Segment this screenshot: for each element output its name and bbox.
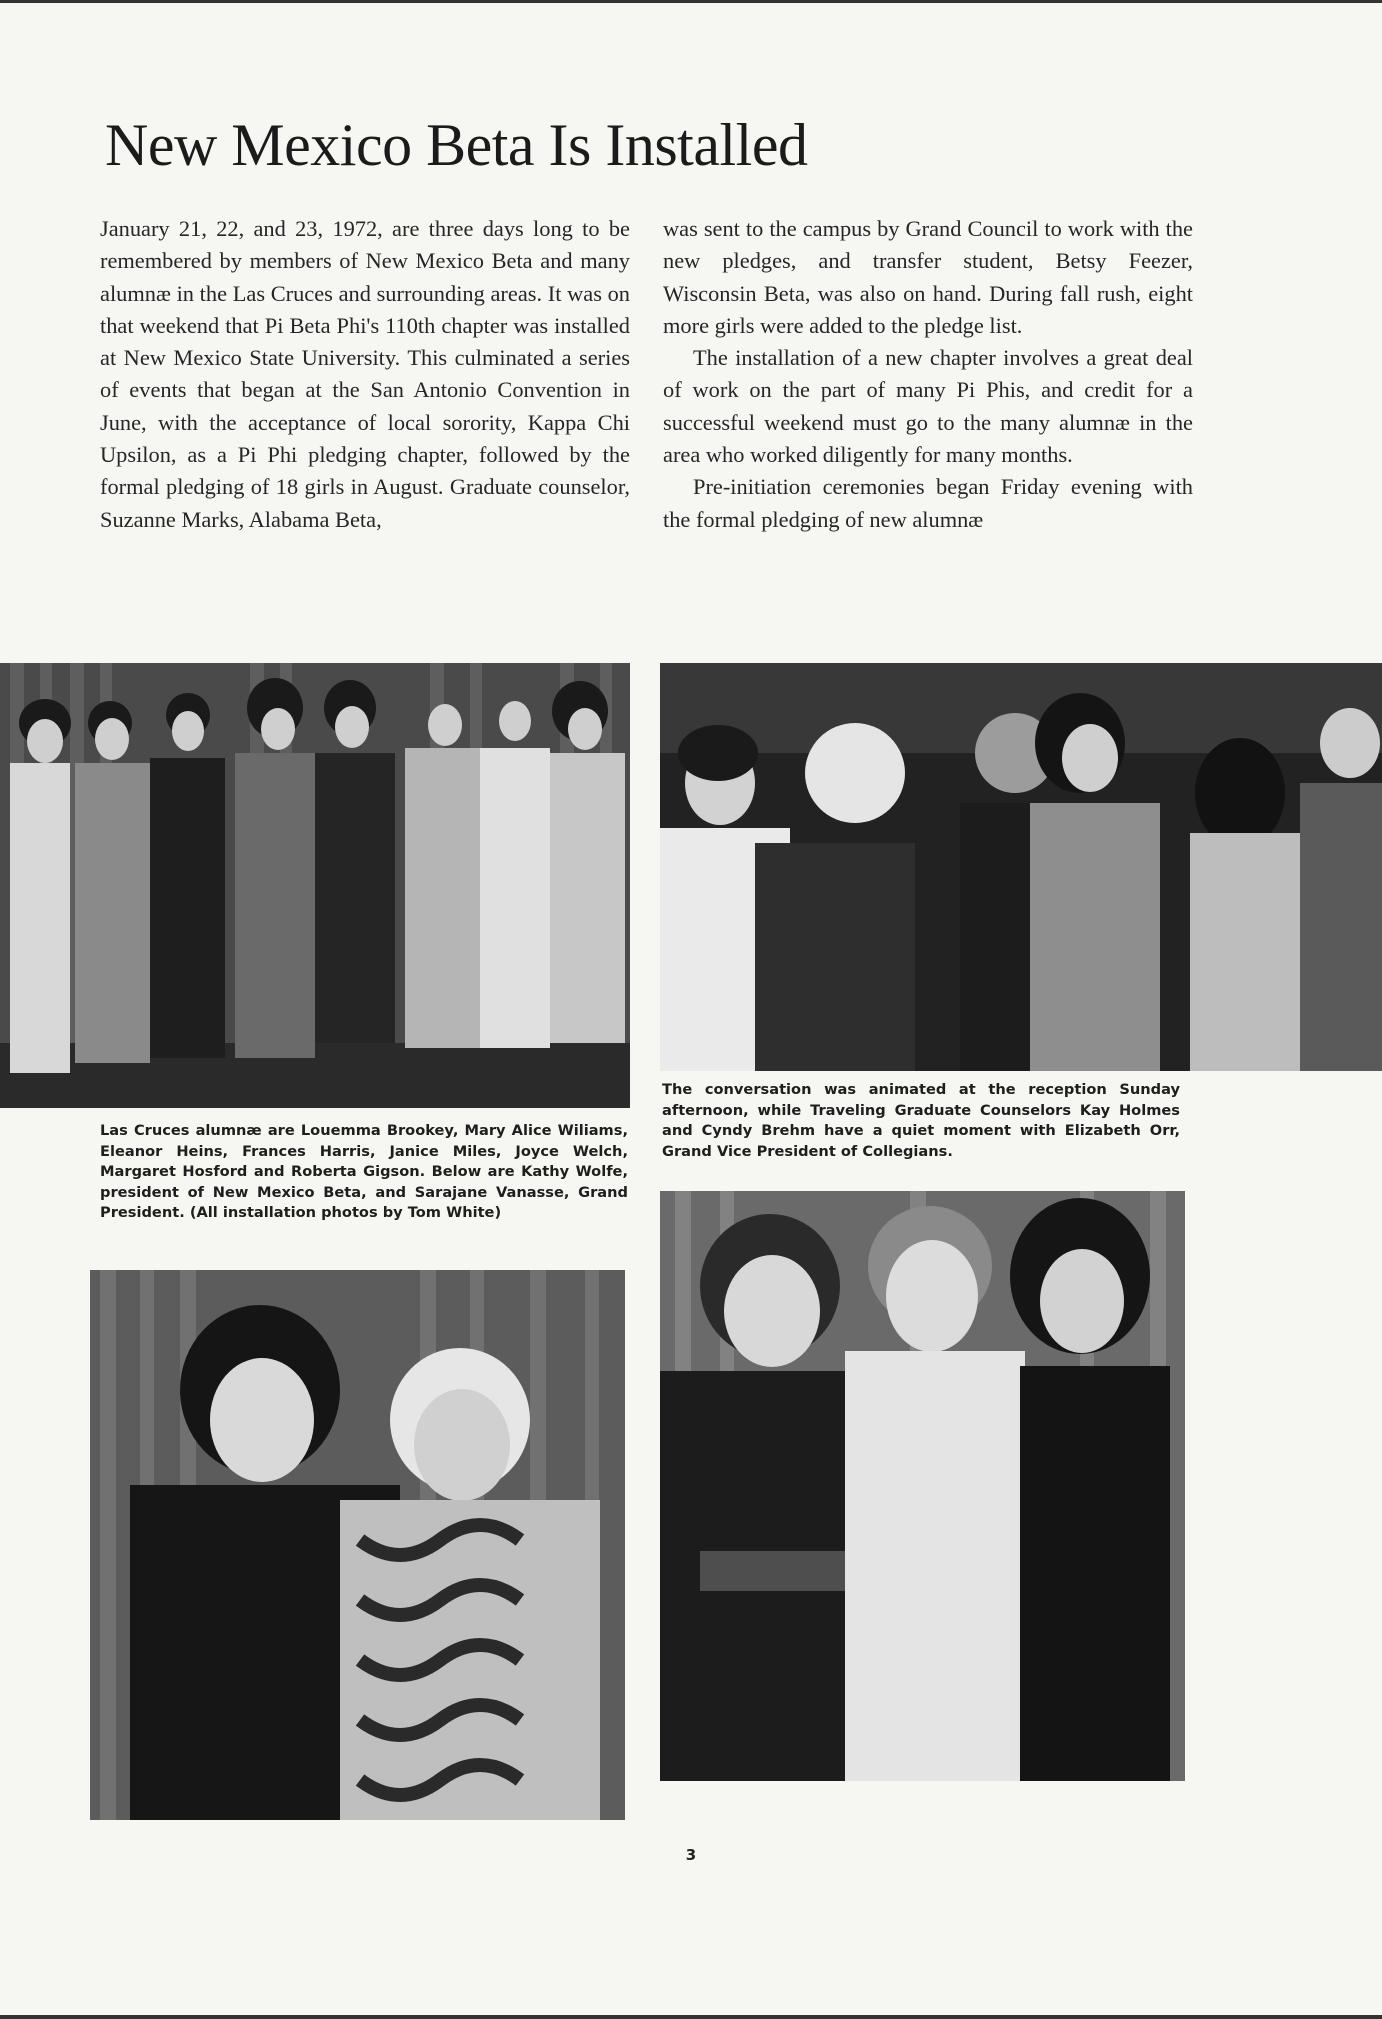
article-column-left bbox=[100, 213, 630, 536]
photo-alumnae-group-image bbox=[0, 663, 630, 1108]
paragraph-continued: was sent to the campus by Grand Council to work with the new pledges, and transfer student, Betsy Feezer, Wisconsin Beta, was also on hand. During fall rush, eight more girls were added to the pledge list. bbox=[663, 216, 1193, 338]
paragraph-intro: January 21, 22, and 23, 1972, are three days long to be remembered by members of New Mexico Beta and many alumnæ in the Las Cruces and surrounding areas. It was on that weekend that Pi Beta Phi's 110th chapter was installed at New Mexico State University. This culminated a series of events that began at the San Antonio Convention in June, with the acceptance of local sorority, Kappa Chi Upsilon, as a Pi Phi pledging chapter, followed by the formal pledging of 18 girls in August. Graduate counselor, Suzanne Marks, Alabama Beta, bbox=[100, 216, 630, 532]
photo-president-and-grand-president bbox=[90, 1270, 625, 1820]
photo-president-image bbox=[90, 1270, 625, 1820]
article-column-right bbox=[663, 213, 1193, 536]
article-title: New Mexico Beta Is Installed bbox=[105, 112, 808, 178]
photo-counselors-image bbox=[660, 1191, 1185, 1781]
paragraph-installation: The installation of a new chapter involves a great deal of work on the part of many Pi Phis, and credit for a successful weekend must go to the many alumnæ in the area who worked diligently for many months. bbox=[663, 345, 1193, 468]
caption-alumnae: Las Cruces alumnæ are Louemma Brookey, Mary Alice Wiliams, Eleanor Heins, Frances Harris, Janice Miles, Joyce Welch, Margaret Hosford and Roberta Gigson. Below are Kathy Wolfe, president of New Mexico Beta, and Sarajane Vanasse, Grand President. (All installation photos by Tom White) bbox=[100, 1122, 628, 1221]
photo-counselors-with-vice-president bbox=[660, 1191, 1185, 1781]
page-number: 3 bbox=[685, 1846, 697, 1864]
photo-reception bbox=[660, 663, 1382, 1071]
photo-alumnae-group bbox=[0, 663, 630, 1108]
caption-reception: The conversation was animated at the reception Sunday afternoon, while Traveling Graduate Counselors Kay Holmes and Cyndy Brehm have a quiet moment with Elizabeth Orr, Grand Vice President of Collegians. bbox=[662, 1081, 1180, 1160]
paragraph-pre-initiation: Pre-initiation ceremonies began Friday evening with the formal pledging of new alumnæ bbox=[663, 474, 1193, 532]
photo-reception-image bbox=[660, 663, 1382, 1071]
